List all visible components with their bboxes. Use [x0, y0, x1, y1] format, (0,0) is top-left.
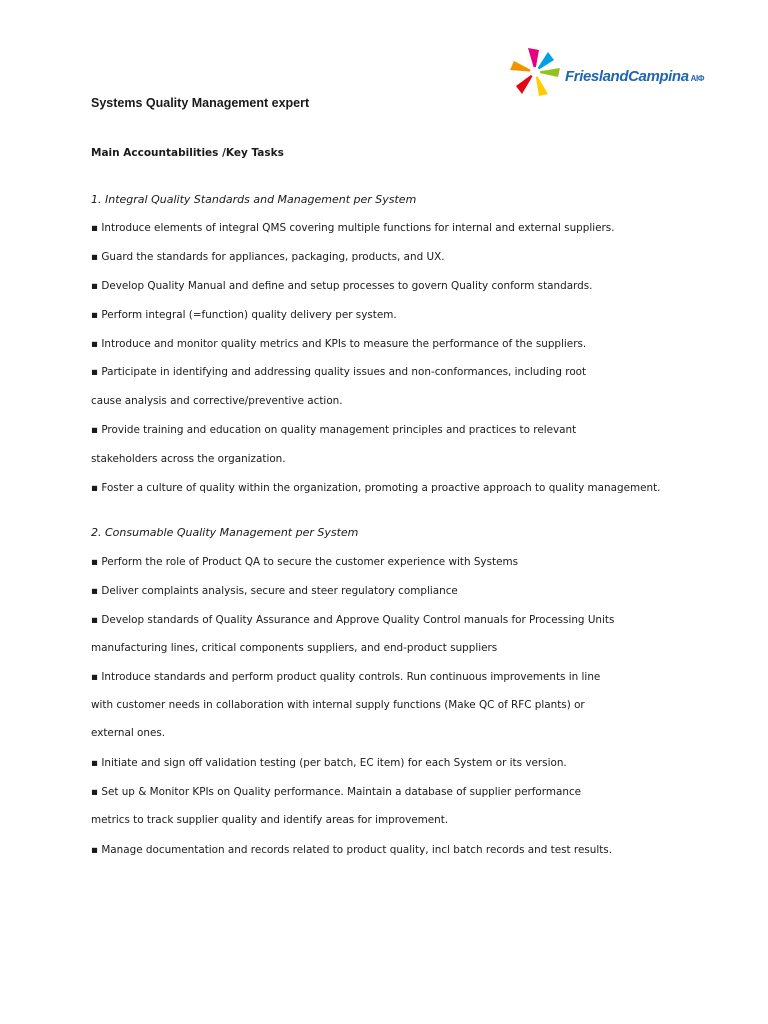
section-heading-1: 1. Integral Quality Standards and Management per System — [91, 193, 417, 206]
list-item: ▪ Deliver complaints analysis, secure and steer regulatory compliance — [91, 585, 458, 597]
list-item-continuation: external ones. — [91, 727, 166, 739]
list-item: ▪ Perform the role of Product QA to secure the customer experience with Systems — [91, 556, 518, 568]
list-item-continuation: manufacturing lines, critical components suppliers, and end-product suppliers — [91, 642, 498, 654]
list-item: ▪ Introduce elements of integral QMS covering multiple functions for internal and external suppliers. — [91, 222, 615, 234]
list-item: ▪ Foster a culture of quality within the organization, promoting a proactive approach to quality management. — [91, 482, 661, 494]
list-item: ▪ Participate in identifying and addressing quality issues and non-conformances, including root — [91, 366, 587, 378]
section-heading-2: 2. Consumable Quality Management per System — [91, 526, 359, 539]
list-item: ▪ Introduce and monitor quality metrics and KPIs to measure the performance of the suppliers. — [91, 338, 587, 350]
star-logo-icon — [508, 44, 564, 100]
list-item: ▪ Introduce standards and perform product quality controls. Run continuous improvements in line — [91, 671, 601, 683]
list-item: ▪ Guard the standards for appliances, packaging, products, and UX. — [91, 251, 445, 263]
brand-text: FrieslandCampina — [565, 68, 689, 85]
list-item: ▪ Develop standards of Quality Assurance and Approve Quality Control manuals for Processing Units — [91, 614, 615, 626]
list-item: ▪ Perform integral (=function) quality delivery per system. — [91, 309, 397, 321]
list-item: ▪ Provide training and education on quality management principles and practices to relevant — [91, 424, 577, 436]
main-heading: Main Accountabilities /Key Tasks — [91, 147, 284, 159]
brand-name — [565, 68, 704, 85]
list-item: ▪ Set up & Monitor KPIs on Quality performance. Maintain a database of supplier performance — [91, 786, 582, 798]
list-item: ▪ Manage documentation and records related to product quality, incl batch records and test results. — [91, 844, 613, 856]
list-item: ▪ Initiate and sign off validation testing (per batch, EC item) for each System or its version. — [91, 757, 567, 769]
list-item-continuation: cause analysis and corrective/preventive action. — [91, 395, 343, 407]
brand-mini-text: ΑΙΦ — [690, 74, 705, 83]
list-item-continuation: stakeholders across the organization. — [91, 453, 286, 465]
list-item-continuation: with customer needs in collaboration with internal supply functions (Make QC of RFC plants) or — [91, 699, 585, 711]
company-logo — [508, 44, 705, 100]
list-item-continuation: metrics to track supplier quality and identify areas for improvement. — [91, 814, 449, 826]
list-item: ▪ Develop Quality Manual and define and setup processes to govern Quality conform standards. — [91, 280, 593, 292]
document-title: Systems Quality Management expert — [91, 96, 310, 110]
